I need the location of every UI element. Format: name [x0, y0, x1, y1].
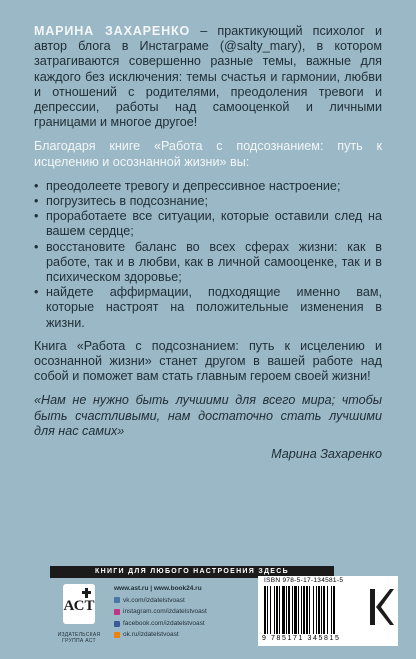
social-link-text: instagram.com/izdatelstvoast [123, 608, 207, 616]
slogan-strip: КНИГИ ДЛЯ ЛЮБОГО НАСТРОЕНИЯ ЗДЕСЬ [50, 566, 334, 578]
social-link[interactable] [114, 595, 264, 607]
odnoklassniki-icon [114, 632, 120, 638]
author-name: МАРИНА ЗАХАРЕНКО [34, 24, 191, 38]
quote-author: Марина Захаренко [271, 447, 382, 462]
barcode-bar [323, 586, 325, 634]
benefit-text: преодолеете тревогу и депрессивное настроение; [46, 178, 341, 193]
benefit-text: погрузитесь в подсознание; [46, 194, 208, 209]
quote: «Нам не нужно быть лучшими для всего мира; чтобы быть счастливыми, нам достаточно стать лучшими для нас самих» [34, 393, 382, 438]
cover-text [34, 24, 382, 461]
benefit-text: проработаете все ситуации, которые оставили след на вашем сердце; [46, 209, 382, 239]
social-link-text: ok.ru/izdatelstvoast [123, 631, 179, 639]
author-intro-text: – практикующий психолог и автор блога в Инстаграме (@salty_mary), в котором затрагиваются совершенно разные темы, важные для каждого без исключения: темы счастья и гармонии, любви и отношений с родителями, преодоления тревоги и депрессии, работы над самооценкой и личными границами и многое другое! [34, 24, 382, 130]
benefit-item [34, 179, 382, 194]
bullet-icon: • [34, 178, 39, 193]
publisher-caption: ИЗДАТЕЛЬСКАЯ ГРУППА АСТ [57, 632, 101, 644]
publisher-logo [48, 582, 110, 648]
barcode-bar [292, 586, 293, 634]
benefit-text: восстановите баланс во всех сферах жизни: как в работе, так и в любви, как в личной самооценке, так и в психическом здоровье; [46, 239, 382, 285]
closing-paragraph: Книга «Работа с подсознанием: путь к исцелению и осознанной жизни» станет другом в вашей работе над собой и поможет вам стать главным героем своей жизни! [34, 338, 382, 384]
benefits-intro: Благодаря книге «Работа с подсознанием: путь к исцелению и осознанной жизни» вы: [34, 139, 382, 169]
social-link[interactable] [114, 606, 264, 618]
instagram-icon [114, 609, 120, 615]
benefit-item [34, 285, 382, 331]
publisher-links [114, 583, 264, 641]
barcode-bar [327, 586, 328, 634]
social-links [114, 595, 264, 641]
barcode-bar [306, 586, 308, 634]
facebook-icon [114, 621, 120, 627]
ast-logo-icon [61, 582, 97, 626]
barcode-bar [298, 586, 299, 634]
benefit-item [34, 209, 382, 239]
ast-logo-text: АСТ [63, 598, 95, 614]
barcode-bars [264, 586, 362, 634]
benefits-list [34, 179, 382, 331]
barcode-bar [274, 586, 275, 634]
barcode-bar [316, 586, 317, 634]
barcode-bar [279, 586, 280, 634]
vk-icon [114, 597, 120, 603]
bullet-icon: • [34, 239, 39, 254]
benefit-item [34, 194, 382, 209]
barcode-bar [264, 586, 266, 634]
barcode-bar [267, 586, 268, 634]
barcode-bar [276, 586, 278, 634]
barcode-bar [294, 586, 297, 634]
website-links[interactable]: www.ast.ru | www.book24.ru [114, 585, 202, 592]
benefit-text: найдете аффирмации, подходящие именно вам, которые настроят на положительные изменения в жизни. [46, 285, 382, 330]
barcode-bar [286, 586, 287, 634]
k-logo-icon [366, 583, 396, 631]
barcode-bar [303, 586, 305, 634]
barcode-bar [288, 586, 290, 634]
bullet-icon: • [34, 194, 39, 209]
barcode-bar [282, 586, 285, 634]
bullet-icon: • [34, 209, 39, 224]
isbn: ISBN 978-5-17-134581-5 [264, 577, 344, 584]
social-link[interactable] [114, 629, 264, 641]
social-link-text: facebook.com/izdatelstvoast [123, 619, 205, 627]
barcode-bar [318, 586, 320, 634]
barcode-bar [333, 586, 335, 634]
barcode-digits: 9 785171 345815 [262, 635, 341, 642]
author-intro [34, 24, 382, 130]
benefit-item [34, 240, 382, 286]
social-link-text: vk.com/izdatelstvoast [123, 596, 185, 604]
barcode-bar [331, 586, 332, 634]
barcode-bar [309, 586, 310, 634]
barcode-bar [270, 586, 271, 634]
social-link[interactable] [114, 618, 264, 630]
barcode-bar [313, 586, 314, 634]
barcode-bar [321, 586, 322, 634]
barcode-bar [301, 586, 302, 634]
bullet-icon: • [34, 285, 39, 300]
